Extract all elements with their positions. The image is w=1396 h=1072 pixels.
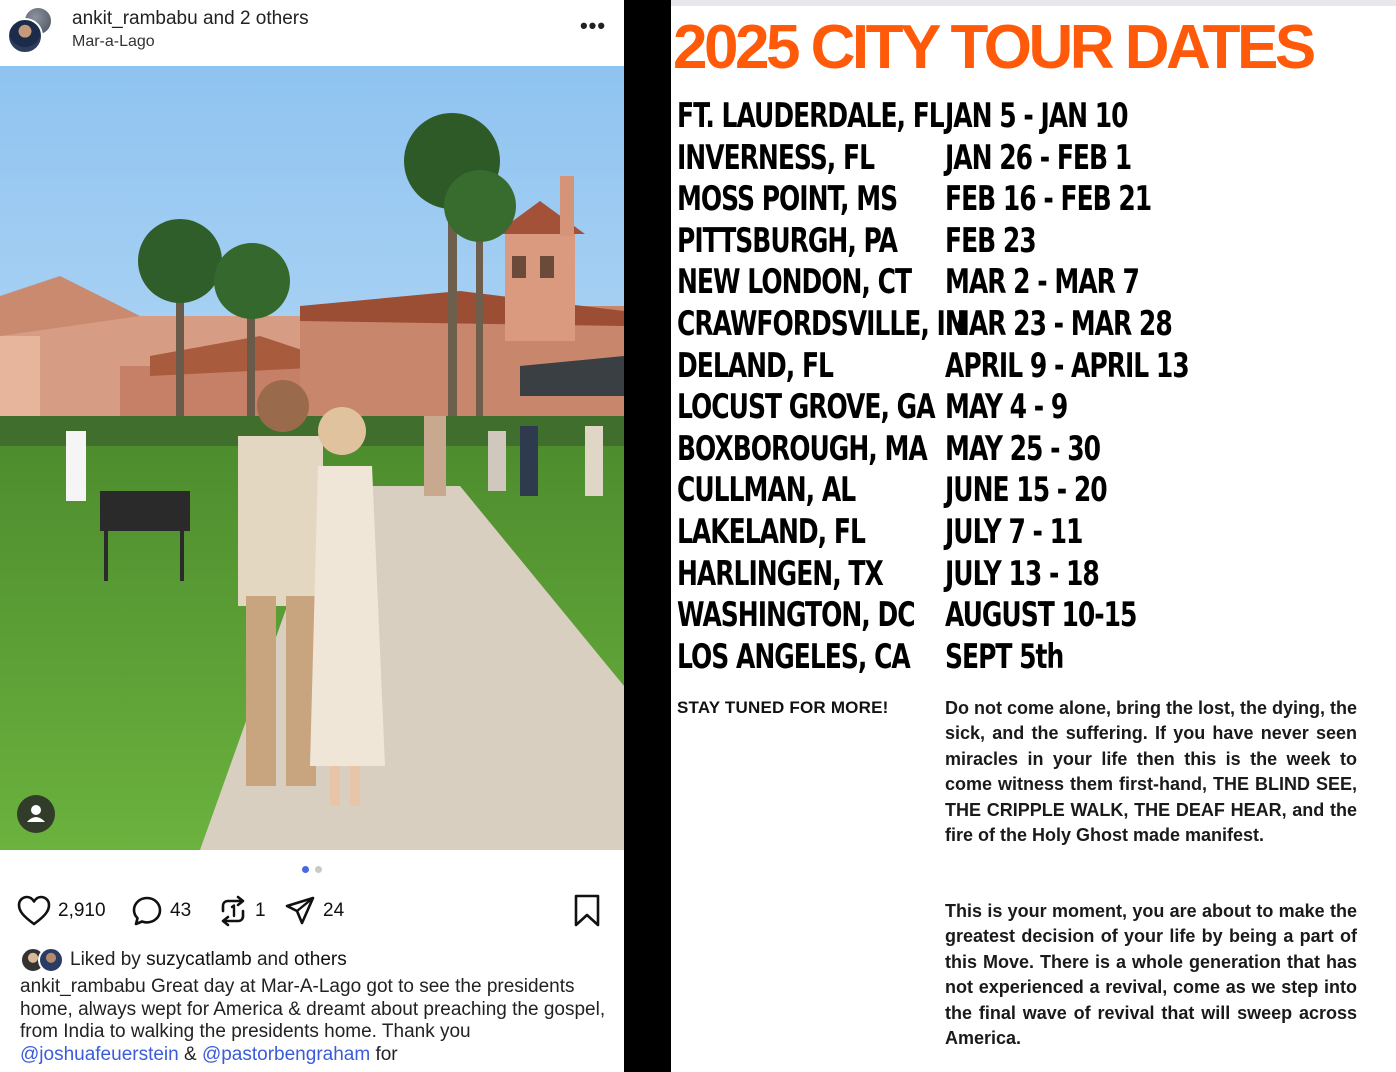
user-icon [17,795,55,833]
post-actions-bar [0,890,624,934]
comment-count[interactable]: 43 [170,900,192,921]
tour-dates: JAN 5 - JAN 10 [945,96,1128,136]
send-icon [284,895,316,927]
post-header [0,0,624,66]
post-photo-image [0,66,624,850]
tour-dates: JULY 7 - 11 [945,512,1083,552]
tour-flyer [671,0,1396,1072]
caption-author[interactable]: ankit_rambabu [20,976,146,997]
post-card [0,0,624,1072]
liked-by-line [20,946,347,974]
comment-button[interactable] [131,890,191,932]
carousel-indicator [0,866,624,878]
liker-avatar[interactable] [38,947,64,973]
tour-city: DELAND, FL [677,345,833,385]
tour-row [671,96,1396,137]
more-options-button[interactable] [576,12,610,42]
tour-city: LOS ANGELES, CA [677,636,910,676]
author-line [72,8,309,30]
post-caption [20,976,610,1067]
tour-row [671,304,1396,345]
repost-count[interactable]: 1 [255,900,266,921]
coauthors-link[interactable]: and 2 others [202,8,309,29]
tour-city: CRAWFORDSVILLE, IN [677,304,965,344]
tour-dates: JAN 26 - FEB 1 [945,137,1132,177]
tour-dates: MAY 4 - 9 [945,387,1068,427]
tour-dates: APRIL 9 - APRIL 13 [945,345,1189,385]
tour-city: LAKELAND, FL [677,512,865,552]
divider-strip [624,0,671,1072]
flyer-paragraph: This is your moment, you are about to make the greatest decision of your life by being a part of this Move. There is a whole generation that has not experienced a revival, come as we step into the final wave of revival that will sweep across America. [945,901,1357,1049]
tour-city: INVERNESS, FL [677,137,874,177]
tour-city: LOCUST GROVE, GA [677,387,935,427]
stay-tuned-text: STAY TUNED FOR MORE! [677,698,889,717]
tour-row [671,470,1396,511]
post-photo[interactable] [0,66,624,850]
author-username[interactable]: ankit_rambabu [72,8,198,29]
tour-dates: MAR 2 - MAR 7 [945,262,1139,302]
tour-row [671,221,1396,262]
flyer-top-band [671,0,1396,6]
heart-icon [17,895,51,927]
tour-row [671,346,1396,387]
tour-city: CULLMAN, AL [677,470,856,510]
tour-row [671,179,1396,220]
tour-city: WASHINGTON, DC [677,595,915,635]
tour-dates: MAY 25 - 30 [945,428,1101,468]
tour-row [671,512,1396,553]
flyer-paragraph: Do not come alone, bring the lost, the dying, the sick, and the suffering. If you have never seen miracles in your life then this is the week to come witness them first-hand, THE BLIND SEE, THE CRIPPLE WALK, THE DEAF HEAR, and the fire of the Holy Ghost made manifest. [945,698,1358,846]
liked-by-prefix: Liked by [70,949,141,970]
repost-icon [218,895,248,927]
tour-city: MOSS POINT, MS [677,179,898,219]
tour-city: HARLINGEN, TX [677,553,883,593]
liked-by-user[interactable]: suzycatlamb [146,949,252,970]
tour-dates: JUNE 15 - 20 [945,470,1107,510]
carousel-dot-active[interactable] [302,866,309,873]
like-button[interactable] [17,890,106,932]
like-count[interactable]: 2,910 [58,900,106,921]
caption-text: Great day at Mar-A-Lago got to see the presidents home, always wept for America & dreamt about preaching the gospel, from India to walking the presidents home. Thank you [20,976,606,1043]
bookmark-icon [572,892,602,930]
repost-button[interactable] [218,890,266,932]
tour-dates: AUGUST 10-15 [945,595,1137,635]
caption-mention[interactable]: @pastorbengraham [201,1044,371,1066]
tour-row [671,637,1396,678]
tour-row [671,387,1396,428]
post-location[interactable]: Mar-a-Lago [72,33,155,50]
save-button[interactable] [572,892,602,930]
tour-title: 2025 CITY TOUR DATES [673,13,1313,82]
share-button[interactable] [284,890,344,932]
caption-mention[interactable]: @joshuafeuerstein [20,1044,179,1066]
share-count[interactable]: 24 [323,900,345,921]
liked-by-joiner: and [256,949,289,970]
tour-row [671,554,1396,595]
caption-tail: for [370,1044,398,1066]
carousel-dot[interactable] [315,866,322,873]
tour-city: PITTSBURGH, PA [677,220,897,260]
tour-dates: SEPT 5th [945,636,1064,676]
tour-city: NEW LONDON, CT [677,262,912,302]
liked-by-others[interactable]: others [293,949,347,970]
tour-city: BOXBOROUGH, MA [677,428,927,468]
tour-row [671,429,1396,470]
author-avatar-stack[interactable] [7,6,55,54]
user-tag-button[interactable] [17,795,55,833]
tour-city: FT. LAUDERDALE, FL [677,96,944,136]
more-horizontal-icon: ••• [579,13,607,38]
tour-row [671,262,1396,303]
tour-row [671,595,1396,636]
tour-row [671,138,1396,179]
caption-ampersand: & [178,1044,202,1066]
tour-dates: FEB 16 - FEB 21 [945,179,1152,219]
tour-dates: FEB 23 [945,220,1036,260]
author-avatar[interactable] [7,18,43,54]
tour-dates: JULY 13 - 18 [945,553,1099,593]
tour-dates: MAR 23 - MAR 28 [945,304,1172,344]
comment-icon [131,895,163,927]
